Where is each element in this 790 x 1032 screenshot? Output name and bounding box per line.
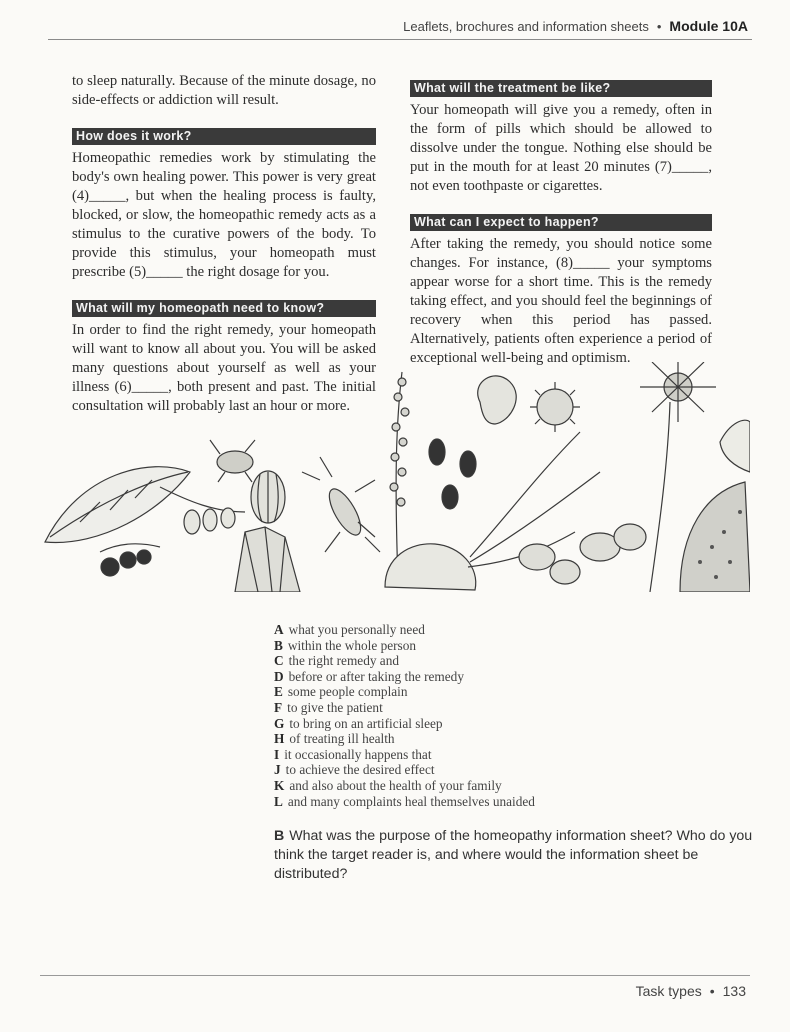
- option-item: [274, 794, 535, 810]
- bee-drawing: [217, 451, 253, 473]
- footer-rule: [40, 975, 750, 976]
- paragraph-how-does-it-work: [72, 149, 376, 282]
- footer-bullet: •: [709, 983, 715, 999]
- flower-spike-drawing: [396, 372, 402, 582]
- heading-treatment: What will the treatment be like?: [410, 80, 712, 97]
- task-b-text: What was the purpose of the homeopathy information sheet? Who do you think the target reader is, and where would the information sheet be distributed?: [274, 828, 753, 882]
- paragraph-expect: [410, 235, 712, 368]
- option-letter: A: [274, 622, 284, 637]
- option-letter: F: [274, 699, 283, 715]
- crystals-drawing: [235, 527, 300, 592]
- header-bullet: •: [656, 19, 662, 34]
- botanical-illustration: [40, 362, 750, 592]
- text-run: In order to find the right remedy, your homeopath will want to know all about you. You will be asked many questions about yourself as well as your illness: [72, 322, 376, 395]
- option-text: to give the patient: [287, 699, 383, 715]
- option-text: before or after taking the remedy: [288, 668, 464, 684]
- option-letter: B: [274, 637, 283, 653]
- task-b-letter: B: [274, 828, 285, 844]
- text-run: the right dosage for you.: [182, 264, 330, 280]
- text-run: After taking the remedy, you should notice some changes. For instance,: [410, 236, 712, 271]
- page-header: [0, 0, 790, 45]
- text-run: your symptoms appear worse for a short time. This is the remedy taking effect, and you should feel the beginnings of recovery when this period has passed. Alternatively, patients often experience a period of exceptional well-being and optimism.: [410, 255, 712, 366]
- task-b-question: [274, 827, 754, 884]
- option-text: and also about the health of your family: [289, 777, 502, 793]
- beetle-drawing: [323, 484, 366, 539]
- header-section-title: Leaflets, brochures and information sheets: [403, 19, 649, 34]
- option-text: within the whole person: [287, 637, 417, 653]
- running-header: [403, 18, 748, 34]
- option-item: [274, 638, 535, 654]
- option-letter: K: [274, 777, 285, 793]
- option-letter: H: [274, 731, 285, 747]
- text-run: , but when the healing process is faulty, blocked, or slow, the homeopathic remedy acts as a stimulus to the curative powers of the body. To provide this stimulus, your homeopath must prescribe: [72, 188, 376, 280]
- text-run: Homeopathic remedies work by stimulating the body's own healing power. This power is very great: [72, 150, 376, 185]
- header-module-label: Module 10A: [669, 18, 748, 34]
- gap-blank-7: (7)_____: [654, 159, 709, 175]
- seeds-drawing: [429, 439, 445, 465]
- header-rule: [48, 39, 752, 40]
- options-list: [274, 622, 535, 809]
- gap-blank-8: (8)_____: [555, 255, 610, 271]
- option-text: and many complaints heal themselves unaided: [287, 793, 535, 809]
- text-run: , not even toothpaste or cigarettes.: [410, 159, 712, 194]
- berries-drawing: [101, 558, 119, 576]
- option-item: [274, 731, 535, 747]
- option-item: [274, 716, 535, 732]
- seed-pod-drawing: [478, 376, 517, 424]
- option-letter: C: [274, 653, 284, 669]
- gap-blank-6: (6)_____: [114, 379, 169, 395]
- heading-expect: What can I expect to happen?: [410, 214, 712, 231]
- footer-label: Task types: [635, 983, 702, 999]
- paragraph-treatment: [410, 101, 712, 196]
- option-text: to bring on an artificial sleep: [289, 715, 443, 731]
- option-letter: E: [274, 684, 283, 700]
- leaf-drawing: [45, 467, 190, 543]
- option-letter: J: [274, 762, 281, 778]
- option-item: [274, 684, 535, 700]
- option-item: [274, 762, 535, 778]
- option-item: [274, 653, 535, 669]
- option-item: [274, 747, 535, 763]
- intro-paragraph: to sleep naturally. Because of the minute dosage, no side-effects or addiction will result.: [72, 73, 376, 108]
- page-footer: [636, 983, 746, 999]
- option-text: the right remedy and: [288, 653, 400, 669]
- option-letter: L: [274, 793, 283, 809]
- option-text: it occasionally happens that: [284, 746, 432, 762]
- text-run: Your homeopath will give you a remedy, often in the form of pills which should be allowed to dissolve under the tongue. Nothing else should be put in the mouth for at least 20 minutes: [410, 102, 712, 175]
- option-item: [274, 622, 535, 638]
- gap-blank-5: (5)_____: [129, 264, 183, 280]
- bulb-drawing: [385, 544, 476, 590]
- leaf-right-drawing: [720, 420, 750, 472]
- option-letter: G: [274, 715, 285, 731]
- option-item: [274, 778, 535, 794]
- heading-what-will-homeopath-need: What will my homeopath need to know?: [72, 300, 376, 317]
- option-item: [274, 669, 535, 685]
- text-run: , both present and past. The initial consultation will probably last an hour or more.: [72, 379, 376, 414]
- right-column: [410, 80, 712, 368]
- option-text: what you personally need: [288, 622, 425, 637]
- page-number: 133: [722, 983, 746, 999]
- option-letter: I: [274, 746, 280, 762]
- spiky-urchin-drawing: [537, 389, 573, 425]
- root-drawing: [519, 544, 555, 570]
- option-text: of treating ill health: [289, 731, 395, 747]
- option-text: to achieve the desired effect: [285, 762, 435, 778]
- option-item: [274, 700, 535, 716]
- heading-how-does-it-work: How does it work?: [72, 128, 376, 145]
- gap-blank-4: (4)_____: [72, 188, 126, 204]
- option-text: some people complain: [287, 684, 408, 700]
- option-letter: D: [274, 668, 284, 684]
